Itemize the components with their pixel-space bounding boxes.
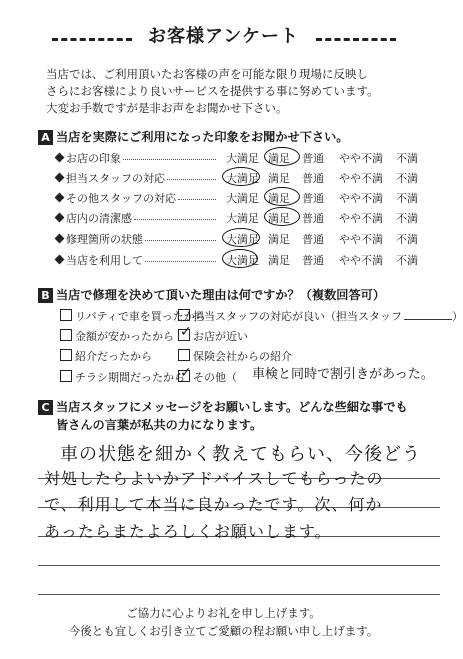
- rating-row-label: お店の印象: [66, 152, 121, 165]
- checkmark-icon: ✓: [180, 324, 192, 340]
- other-reason-handwriting: 車検と同時で割引きがあった。: [252, 367, 434, 382]
- reason-option-other[interactable]: ✓ その他（: [180, 365, 237, 384]
- selected-option-circle: [222, 228, 260, 247]
- intro-text: [46, 66, 436, 117]
- message-rule: [38, 565, 440, 566]
- footer-line: ご協力に心よりお礼を申し上げます。: [126, 606, 321, 620]
- reason-option-insurance[interactable]: 保険会社からの紹介: [178, 348, 292, 364]
- rating-option[interactable]: 満足: [268, 212, 290, 225]
- section-a-badge: A: [38, 130, 53, 145]
- diamond-bullet-icon: [55, 234, 65, 244]
- rating-option[interactable]: 満足: [268, 152, 290, 165]
- title-decoration-right: [316, 38, 396, 41]
- selected-option-circle: [222, 249, 258, 268]
- section-b-title: 当店で修理を決めて頂いた理由は何ですか？（複数回答可）: [56, 288, 386, 302]
- rating-option[interactable]: やや不満: [339, 212, 383, 225]
- rating-option[interactable]: 満足: [268, 233, 290, 246]
- intro-line: 当店では、ご利用頂いたお客様の声を可能な限り現場に反映し: [46, 67, 368, 81]
- section-c-title-line: 当店スタッフにメッセージをお願いします。どんな些細な事でも: [56, 400, 408, 414]
- rating-option[interactable]: 普通: [302, 212, 324, 225]
- selected-option-circle: [264, 207, 300, 226]
- rating-option[interactable]: 大満足: [226, 172, 259, 185]
- message-handwriting-line: で、利用して本当に良かったです。次、何か: [44, 495, 383, 514]
- selected-option-circle: [264, 147, 300, 166]
- rating-option[interactable]: やや不満: [339, 233, 383, 246]
- rating-option[interactable]: 不満: [396, 192, 418, 205]
- rating-row-cleanliness: [56, 210, 436, 228]
- footer-text: [0, 604, 447, 640]
- diamond-bullet-icon: [55, 213, 65, 223]
- section-b-heading: [38, 286, 385, 303]
- rating-option[interactable]: やや不満: [339, 254, 383, 267]
- rating-option[interactable]: 普通: [302, 233, 324, 246]
- intro-line: 大変お手数ですが是非お声をお聞かせ下さい。: [46, 101, 288, 115]
- rating-option[interactable]: 普通: [302, 152, 324, 165]
- rating-option[interactable]: 不満: [396, 172, 418, 185]
- intro-line: さらにお客様により良いサービスを提供する事に努めています。: [46, 84, 379, 98]
- rating-option[interactable]: 不満: [396, 254, 418, 267]
- rating-option[interactable]: 大満足: [226, 192, 259, 205]
- rating-option[interactable]: 満足: [268, 172, 290, 185]
- section-a-heading: [38, 128, 349, 145]
- message-rule: [38, 594, 440, 595]
- reason-option-flyer[interactable]: チラシ期間だったから: [60, 369, 185, 385]
- rating-row-assigned-staff: [56, 170, 436, 188]
- rating-row-overall-use: [56, 252, 436, 270]
- message-handwriting-line: あったらまたよろしくお願いします。: [44, 522, 332, 541]
- rating-option[interactable]: 普通: [302, 192, 324, 205]
- rating-option[interactable]: 満足: [268, 254, 290, 267]
- dotted-leader: [145, 261, 216, 262]
- rating-row-label: その他スタッフの対応: [66, 192, 176, 205]
- dotted-leader: [167, 179, 216, 180]
- section-c-badge: C: [38, 400, 53, 415]
- reason-option-near[interactable]: ✓ お店が近い: [180, 324, 248, 343]
- diamond-bullet-icon: [55, 153, 65, 163]
- message-handwriting-line: 対処したらよいかアドバイスしてもらったの: [44, 469, 384, 488]
- section-c-title-line: 皆さんの言葉が私共の力になります。: [56, 418, 263, 432]
- dotted-leader: [123, 159, 216, 160]
- section-b-badge: B: [38, 288, 53, 303]
- rating-row-label: 店内の清潔感: [66, 212, 132, 225]
- rating-option[interactable]: 不満: [396, 152, 418, 165]
- dotted-leader: [178, 199, 216, 200]
- rating-option[interactable]: 普通: [302, 172, 324, 185]
- section-c-heading: [38, 398, 408, 434]
- reason-option-liberty[interactable]: リバティで車を買ったから: [60, 308, 206, 324]
- diamond-bullet-icon: [55, 193, 65, 203]
- rating-row-other-staff: [56, 190, 436, 208]
- selected-option-circle: [222, 167, 260, 186]
- rating-row-label: 担当スタッフの対応: [66, 172, 165, 185]
- rating-option[interactable]: 不満: [396, 233, 418, 246]
- rating-option[interactable]: やや不満: [339, 192, 383, 205]
- rating-option[interactable]: 大満足: [226, 212, 259, 225]
- rating-option[interactable]: やや不満: [339, 172, 383, 185]
- diamond-bullet-icon: [55, 255, 65, 265]
- rating-row-label: 修理箇所の状態: [66, 233, 143, 246]
- reason-option-price[interactable]: 金額が安かったから: [60, 328, 174, 344]
- rating-row-store-impression: [56, 150, 436, 168]
- rating-row-repair-condition: [56, 231, 436, 249]
- message-handwriting-line: 車の状態を細かく教えてもらい、今後どう: [60, 444, 421, 465]
- rating-row-label: 当店を利用して: [66, 254, 143, 267]
- rating-option[interactable]: 不満: [396, 212, 418, 225]
- rating-option[interactable]: 普通: [302, 254, 324, 267]
- reason-option-staff[interactable]: 担当スタッフの対応が良い（担当スタッフ ）: [178, 308, 463, 324]
- selected-option-circle: [264, 187, 300, 206]
- rating-option[interactable]: 満足: [268, 192, 290, 205]
- section-a-title: 当店を実際にご利用になった印象をお聞かせ下さい。: [56, 130, 349, 144]
- diamond-bullet-icon: [55, 173, 65, 183]
- rating-option[interactable]: 大満足: [226, 152, 259, 165]
- page-title: お客様アンケート: [148, 26, 299, 47]
- rating-option[interactable]: やや不満: [339, 152, 383, 165]
- footer-line: 今後とも宜しくお引き立てご愛顧の程お願い申し上げます。: [68, 624, 379, 638]
- dotted-leader: [145, 240, 216, 241]
- rating-option[interactable]: 大満足: [226, 233, 259, 246]
- dotted-leader: [134, 219, 216, 220]
- rating-option[interactable]: 大満足: [226, 254, 259, 267]
- reason-option-referral[interactable]: 紹介だったから: [60, 348, 152, 364]
- checkmark-icon: ✓: [180, 365, 192, 381]
